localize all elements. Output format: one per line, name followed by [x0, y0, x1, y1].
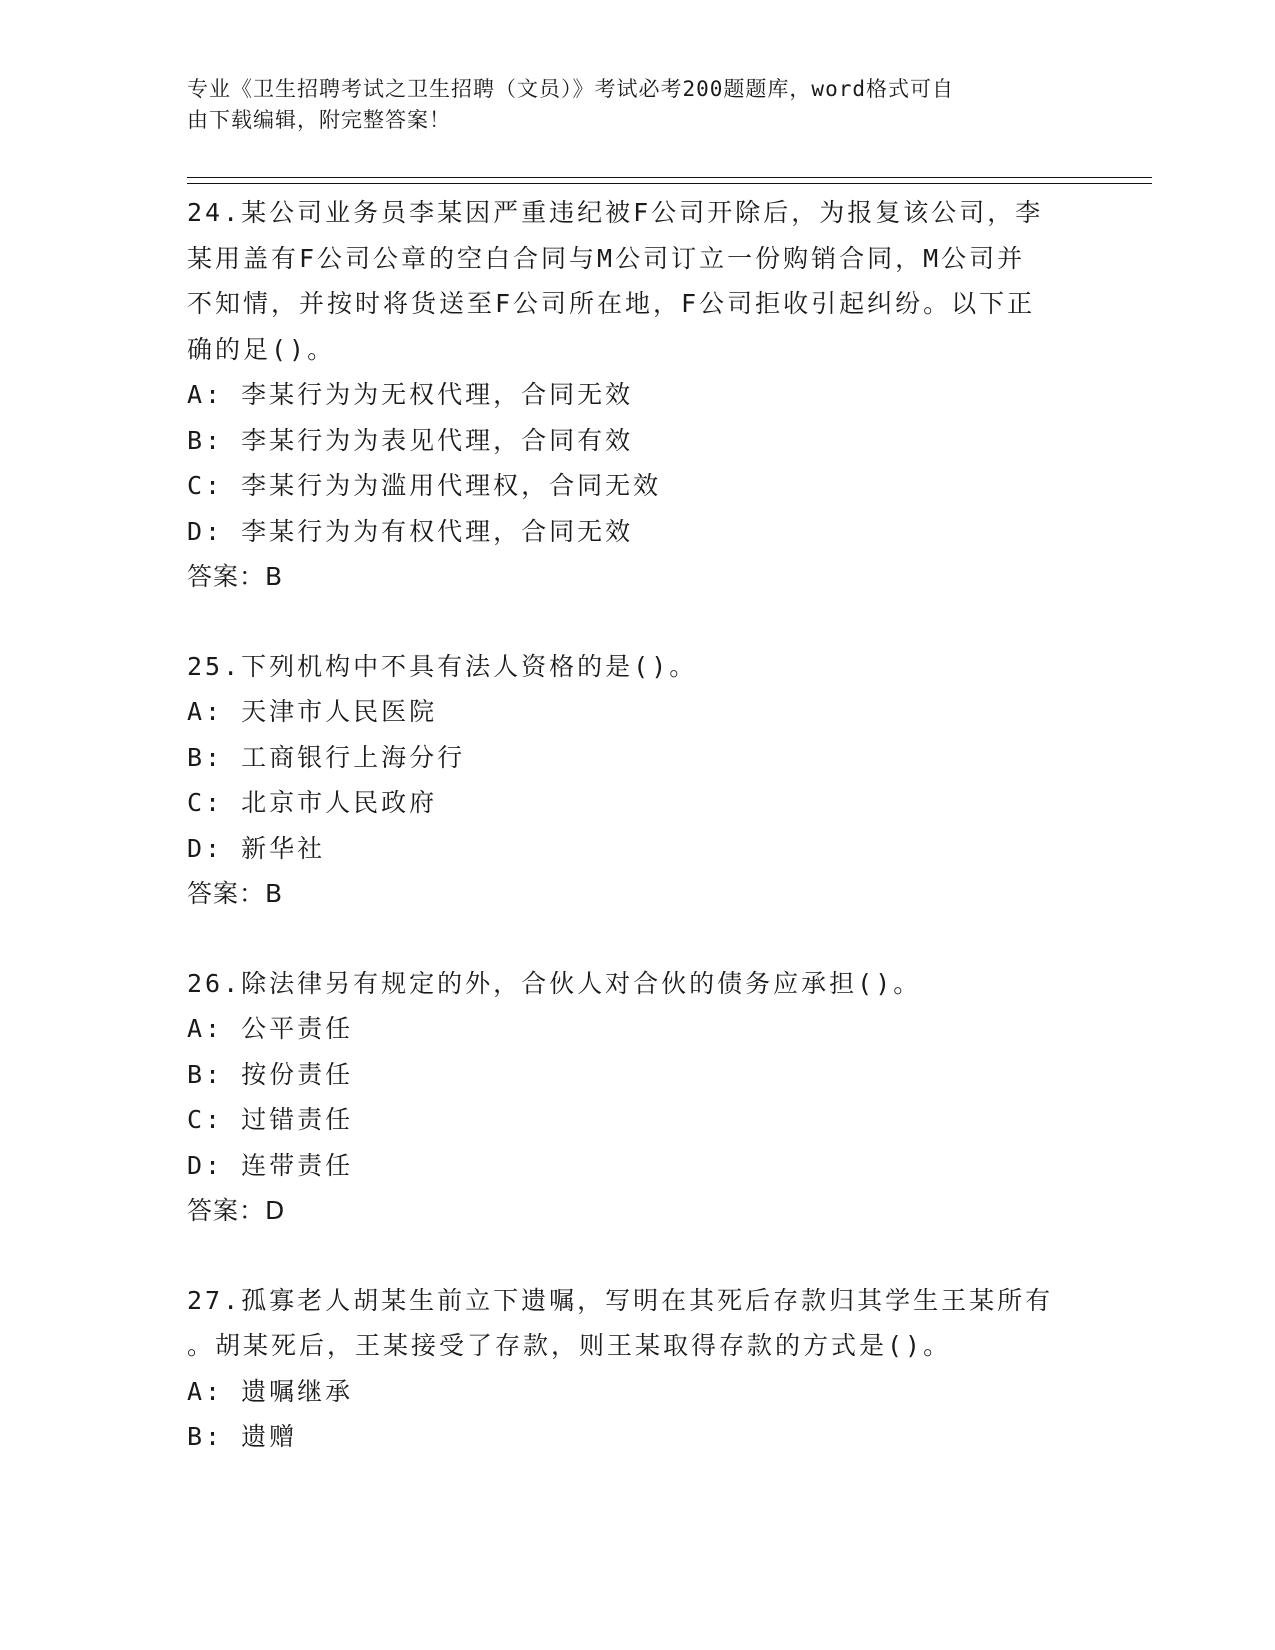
- option-d: D: 连带责任: [187, 1150, 354, 1180]
- document-header: [187, 74, 1067, 136]
- option-c: C: 过错责任: [187, 1105, 354, 1134]
- question-stem-line: 24.某公司业务员李某因严重违纪被F公司开除后，为报复该公司，李: [187, 198, 1044, 227]
- header-line-1: 专业《卫生招聘考试之卫生招聘（文员）》考试必考200题题库，word格式可自: [187, 77, 954, 101]
- header-divider-top: [187, 177, 1152, 178]
- question-27: [187, 1278, 1087, 1460]
- question-stem-line: 27.孤寡老人胡某生前立下遗嘱，写明在其死后存款归其学生王某所有: [187, 1285, 1054, 1315]
- question-24: [187, 190, 1087, 600]
- answer-line: 答案：B: [187, 562, 284, 591]
- option-b: B: 李某行为为表见代理，合同有效: [187, 425, 634, 455]
- option-a: A: 遗嘱继承: [187, 1376, 354, 1406]
- option-a: A: 李某行为为无权代理，合同无效: [187, 380, 634, 409]
- header-divider-bottom: [187, 183, 1152, 184]
- question-stem-line: 某用盖有F公司公章的空白合同与M公司订立一份购销合同，M公司并: [187, 243, 1026, 273]
- question-25: [187, 644, 1087, 917]
- option-d: D: 新华社: [187, 833, 326, 863]
- question-spacer: [187, 1234, 1087, 1278]
- question-stem-line: 确的足()。: [187, 334, 336, 364]
- option-a: A: 公平责任: [187, 1014, 354, 1043]
- question-spacer: [187, 917, 1087, 961]
- question-stem-line: 26.除法律另有规定的外，合伙人对合伙的债务应承担()。: [187, 968, 922, 998]
- question-stem-line: 不知情，并按时将货送至F公司所在地，F公司拒收引起纠纷。以下正: [187, 289, 1036, 318]
- answer-line: 答案：B: [187, 879, 284, 908]
- option-b: B: 工商银行上海分行: [187, 742, 466, 772]
- question-spacer: [187, 600, 1087, 644]
- option-a: A: 天津市人民医院: [187, 697, 438, 726]
- question-stem-line: 。胡某死后，王某接受了存款，则王某取得存款的方式是()。: [187, 1331, 952, 1360]
- answer-line: 答案：D: [187, 1196, 286, 1225]
- option-b: B: 遗赠: [187, 1422, 298, 1451]
- question-stem-line: 25.下列机构中不具有法人资格的是()。: [187, 651, 698, 681]
- option-d: D: 李某行为为有权代理，合同无效: [187, 516, 634, 546]
- question-26: [187, 961, 1087, 1234]
- header-line-2: 由下载编辑，附完整答案！: [187, 108, 451, 132]
- question-list: [187, 190, 1087, 1460]
- option-c: C: 北京市人民政府: [187, 788, 438, 817]
- option-c: C: 李某行为为滥用代理权，合同无效: [187, 471, 662, 500]
- option-b: B: 按份责任: [187, 1059, 354, 1089]
